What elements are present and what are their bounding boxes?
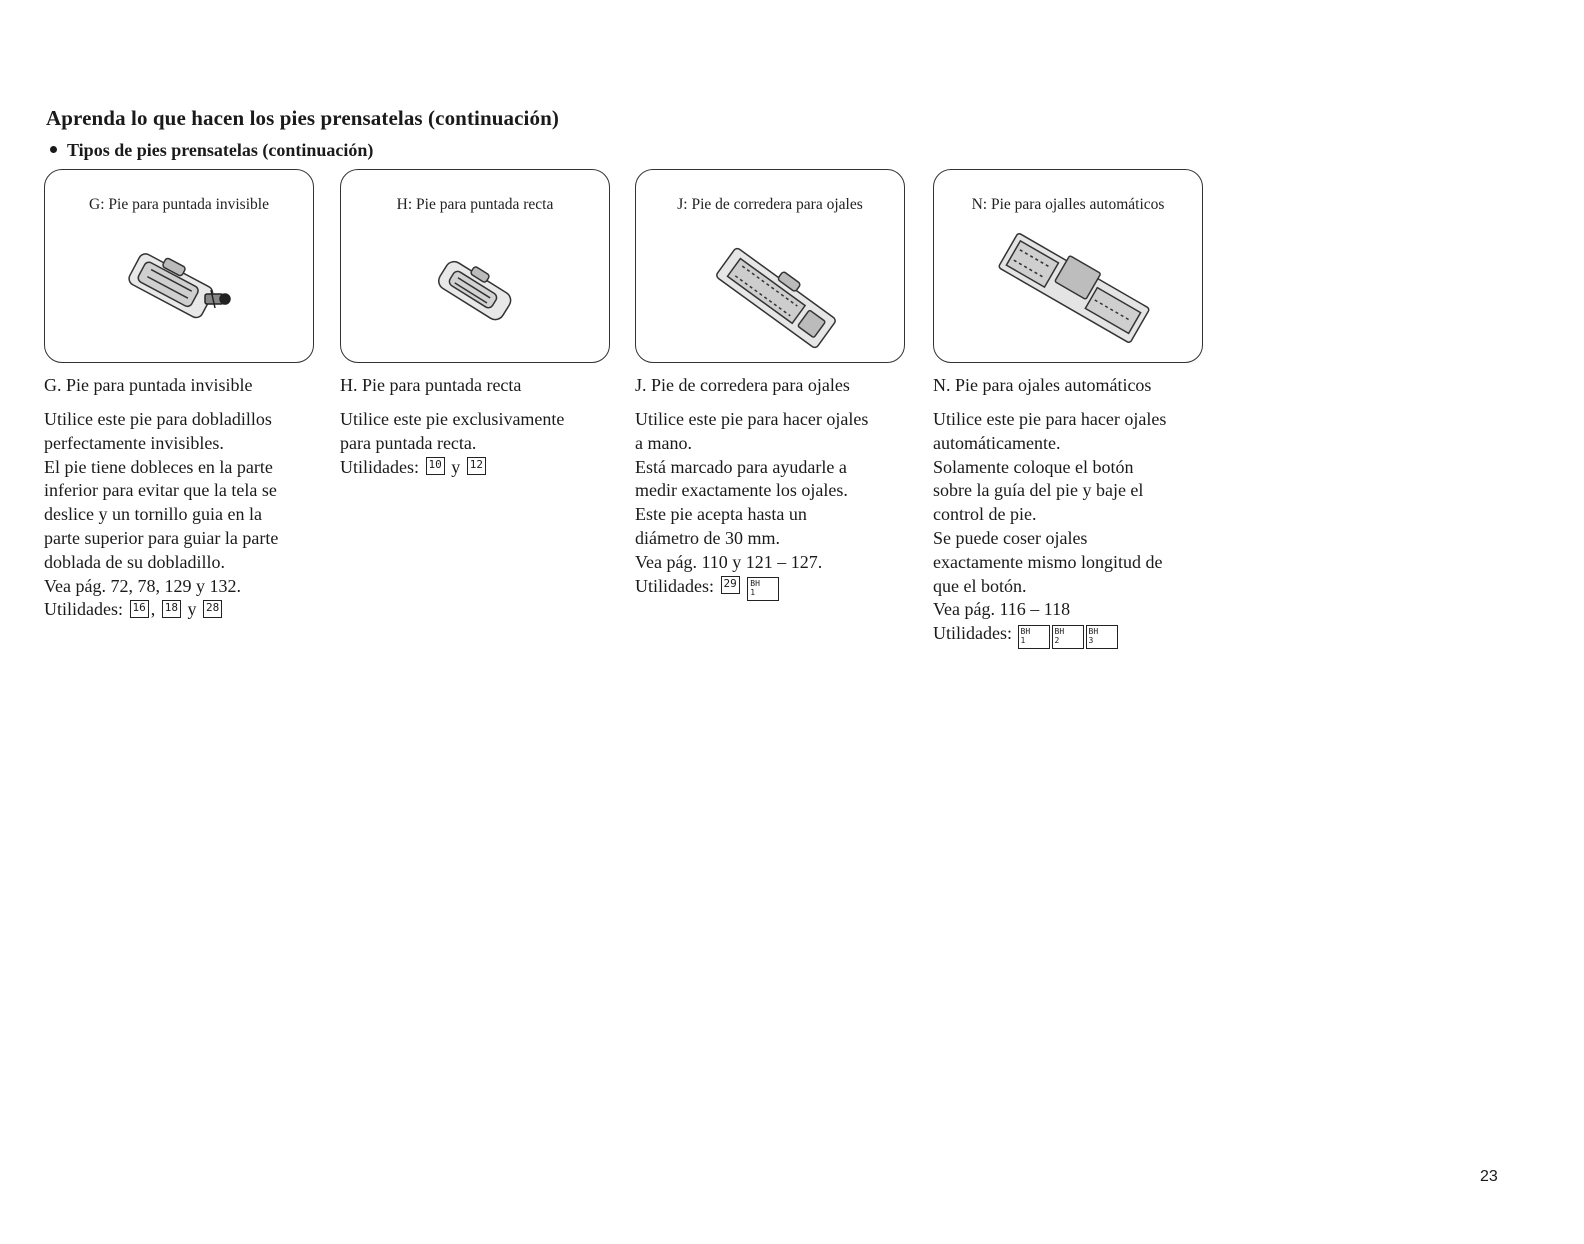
utilities-line [933,622,1205,647]
utilities-separator: , [150,599,156,620]
foot-column-g [44,169,316,622]
card-letter: N: [971,196,988,213]
description-line: Vea pág. 116 – 118 [933,599,1071,620]
description-line: Este pie acepta hasta un [635,504,807,525]
buttonhole-symbol-top: BH [1020,627,1031,637]
buttonhole-symbol [747,577,779,601]
blind-stitch-foot-icon [45,170,313,362]
description-line: Utilice este pie para hacer ojales [635,409,869,429]
description-line: Vea pág. 110 y 121 – 127. [635,551,823,572]
section-subheading [50,140,373,161]
stitch-pattern-symbol: 10 [426,457,445,475]
buttonhole-symbol-number: 1 [1020,636,1026,646]
buttonhole-symbol-top: BH [1088,627,1099,637]
foot-title: J. Pie de corredera para ojales [635,375,850,395]
buttonhole-symbol [1018,625,1050,649]
description-line: Utilice este pie exclusivamente [340,409,565,429]
description-line: que el botón. [933,575,1027,596]
utilities-separator: y [451,456,461,477]
card-label-text: Pie para puntada invisible [108,196,269,213]
stitch-pattern-symbol: 12 [467,457,486,475]
card-letter: G: [89,196,105,213]
description-line: inferior para evitar que la tela se [44,480,277,501]
card-letter: J: [677,196,688,213]
utilities-label: Utilidades: [44,599,123,620]
utilities-separator: y [187,599,197,620]
buttonhole-symbol-number: 1 [750,588,756,598]
description-line: Se puede coser ojales [933,527,1088,548]
utilities-label: Utilidades: [340,456,419,477]
stitch-pattern-symbol: 18 [162,600,181,618]
description-line: Utilice este pie para dobladillos [44,409,272,429]
description-line: a mano. [635,432,692,453]
utilities-label: Utilidades: [933,623,1012,644]
foot-title: N. Pie para ojales automáticos [933,375,1152,395]
foot-card-j [635,169,905,363]
foot-column-j [635,169,907,599]
buttonhole-slide-foot-icon [636,170,904,362]
page-heading: Aprenda lo que hacen los pies prensatelas (continuación) [46,106,559,130]
buttonhole-symbol [1086,625,1118,649]
foot-column-n [933,169,1205,647]
buttonhole-symbol-top: BH [1054,627,1065,637]
card-label-text: Pie para puntada recta [416,196,554,213]
buttonhole-symbol-number: 2 [1054,636,1060,646]
description-line: Utilice este pie para hacer ojales [933,409,1167,429]
bullet-icon [50,146,57,153]
card-label-text: Pie de corredera para ojales [691,196,863,213]
description-line: perfectamente invisibles. [44,432,224,453]
description-line: automáticamente. [933,432,1061,453]
foot-description [340,408,612,479]
description-line: El pie tiene dobleces en la parte [44,456,273,477]
foot-title: H. Pie para puntada recta [340,375,522,395]
stitch-pattern-symbol: 28 [203,600,222,618]
buttonhole-symbol-number: 3 [1088,636,1094,646]
description-line: Solamente coloque el botón [933,456,1134,477]
description-line: doblada de su dobladillo. [44,551,225,572]
description-line: medir exactamente los ojales. [635,480,848,501]
description-line: exactamente mismo longitud de [933,551,1163,572]
description-line: Vea pág. 72, 78, 129 y 132. [44,575,241,596]
description-line: Está marcado para ayudarle a [635,456,847,477]
buttonhole-symbol [1052,625,1084,649]
utilities-label: Utilidades: [635,575,714,596]
foot-description [44,408,316,622]
page-number: 23 [1480,1168,1498,1185]
description-line: deslice y un tornillo guia en la [44,504,262,525]
automatic-buttonhole-foot-icon [934,170,1202,362]
description-line: para puntada recta. [340,432,477,453]
stitch-pattern-symbol: 16 [130,600,149,618]
foot-description [635,408,907,599]
foot-card-g [44,169,314,363]
description-line: control de pie. [933,504,1037,525]
card-label-text: Pie para ojalles automáticos [990,196,1165,213]
utilities-line [44,598,316,622]
foot-description [933,408,1205,647]
foot-card-n [933,169,1203,363]
buttonhole-symbol-top: BH [750,579,760,589]
straight-stitch-foot-icon [341,170,609,362]
foot-card-h [340,169,610,363]
utilities-line [340,456,612,480]
description-line: sobre la guía del pie y baje el [933,480,1144,501]
description-line: diámetro de 30 mm. [635,527,780,548]
foot-column-h [340,169,612,479]
subheading-text: Tipos de pies prensatelas (continuación) [67,140,374,160]
description-line: parte superior para guiar la parte [44,527,279,548]
foot-title: G. Pie para puntada invisible [44,375,253,395]
utilities-line [635,575,907,600]
stitch-pattern-symbol: 29 [721,576,740,594]
card-letter: H: [396,196,413,213]
